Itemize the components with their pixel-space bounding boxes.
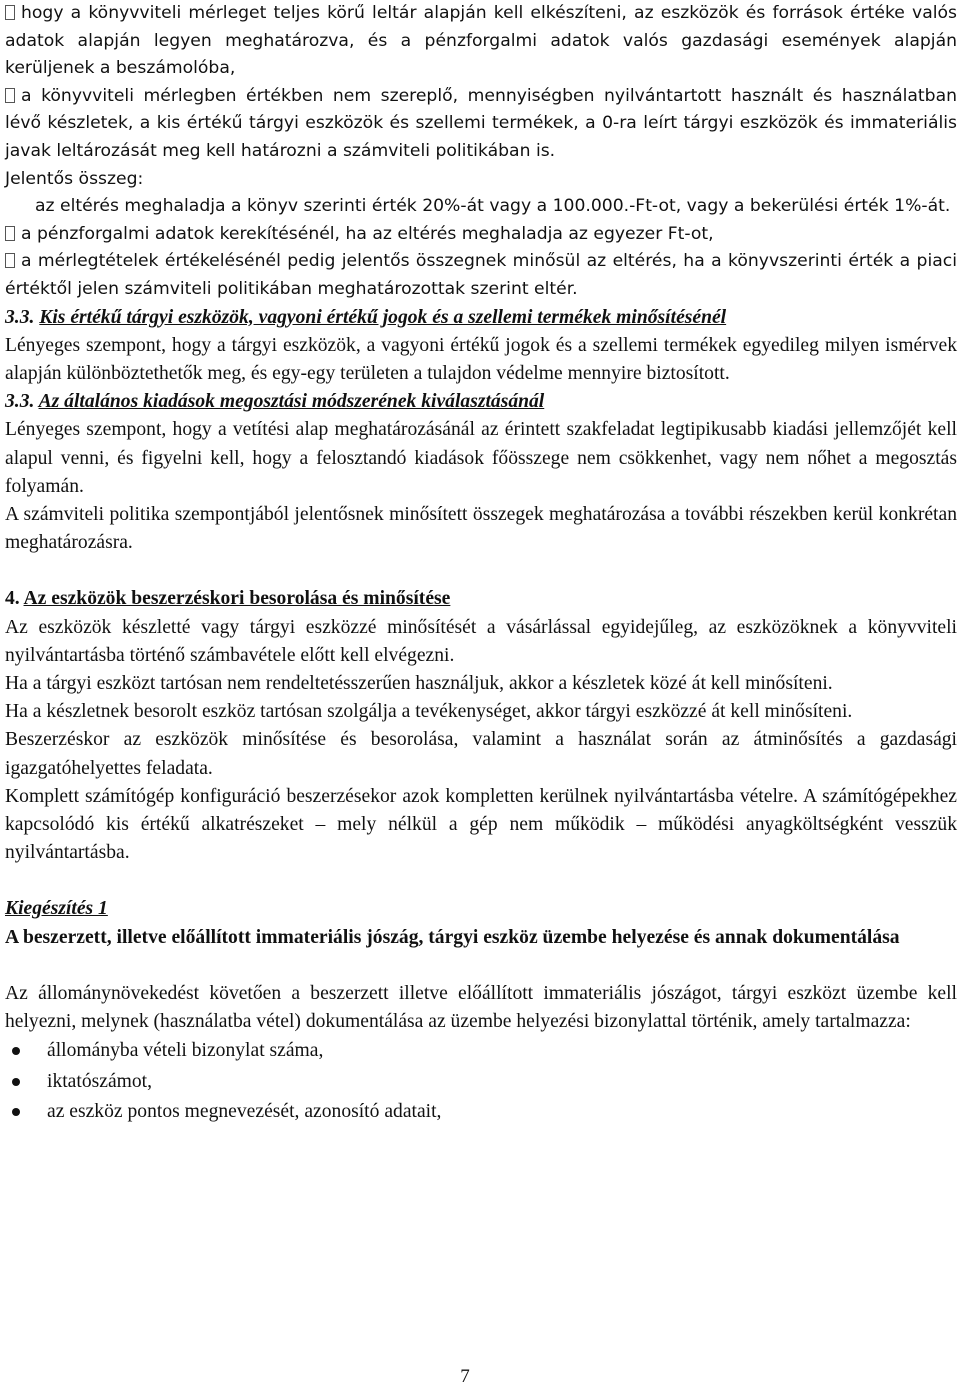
section-4 xyxy=(5,585,957,867)
bullet-icon xyxy=(12,1078,20,1086)
section-paragraph: Az eszközök készletté vagy tárgyi eszközzé minősítését a vásárlással egyidejűleg, az eszközöknek a könyvviteli nyilvántartásba történő számbavétele előtt kell elvégezni. xyxy=(5,616,957,666)
checkbox-glyph-icon xyxy=(5,88,15,103)
bullet-list xyxy=(5,1036,957,1128)
checkbox-glyph-icon xyxy=(5,226,15,241)
checkbox-glyph-icon xyxy=(5,253,15,268)
supplement-intro: Az állománynövekedést követően a beszerzett illetve előállított immateriális jószágot, tárgyi eszközt üzembe kell helyezni, melynek (használatba vétel) dokumentálása az üzembe helyezési bizonylattal történik, amely tartalmazza: xyxy=(5,982,957,1032)
section-paragraph: Ha a tárgyi eszközt tartósan nem rendeltetésszerűen használjuk, akkor a készletek közé át kell minősíteni. xyxy=(5,672,833,694)
section-paragraph: Beszerzéskor az eszközök minősítése és besorolása, valamint a használat során az átminősítés a gazdasági igazgatóhelyettes feladata. xyxy=(5,729,957,779)
list-item-b: a pénzforgalmi adatok kerekítésénél, ha az eltérés meghaladja az egyezer Ft-ot, xyxy=(5,221,957,249)
list-item: állományba vételi bizonylat száma, xyxy=(5,1036,957,1067)
section-paragraph: Lényeges szempont, hogy a vetítési alap meghatározásánál az érintett szakfeladat legtipikusabb kiadási jellemzőjét kell alapul venni, és figyelni kell, hogy a felosztandó kiadások főösszege nem csökkenhet, vagy nem nőhet a megosztás folyamán. xyxy=(5,419,957,497)
page-number: 7 xyxy=(460,1366,470,1387)
list-item: az eszköz pontos megnevezését, azonosító adatait, xyxy=(5,1097,957,1128)
list-item: iktatószámot, xyxy=(5,1067,957,1098)
checkbox-glyph-icon xyxy=(5,5,15,20)
section-kis-erteku xyxy=(5,304,957,389)
section-heading: 3.3. Az általános kiadások megosztási módszerének kiválasztásánál xyxy=(5,391,545,413)
supplement-section xyxy=(5,895,957,1127)
supplement-heading: A beszerzett, illetve előállított immateriális jószág, tárgyi eszköz üzembe helyezése és annak dokumentálása xyxy=(5,926,900,948)
chapter-heading: 4. Az eszközök beszerzéskori besorolása és minősítése xyxy=(5,588,451,610)
section-heading: 3.3. Kis értékű tárgyi eszközök, vagyoni értékű jogok és a szellemi termékek minősítésénél xyxy=(5,306,727,328)
list-item-a: a könyvviteli mérlegben értékben nem szereplő, mennyiségben nyilvántartott használt és használatban lévő készletek, a kis értékű tárgyi eszközök és szellemi termékek, a 0-ra leírt tárgyi eszközök és immateriális javak leltározását meg kell határozni a számviteli politikában is. xyxy=(5,85,957,161)
section-text: Lényeges szempont, hogy a tárgyi eszközök, a vagyoni értékű jogok és a szellemi termékek egyedileg milyen ismérvek alapján különböztethetők meg, és egy-egy területen a tulajdon védelme mennyire biztosított. xyxy=(5,334,957,384)
list-item-cont: hogy a könyvviteli mérleget teljes körű leltár alapján kell elkészíteni, az eszközök és források értéke valós adatok alapján legyen meghatározva, és a pénzforgalmi adatok valós gazdasági események alapján kerüljenek a beszámolóba, xyxy=(5,3,957,79)
top-block xyxy=(5,0,957,304)
section-paragraph: Ha a készletnek besorolt eszköz tartósan szolgálja a tevékenységet, akkor tárgyi eszközzé át kell minősíteni. xyxy=(5,701,853,723)
section-paragraph: A számviteli politika szempontjából jelentősnek minősített összegek meghatározása a további részekben kerül konkrétan meghatározásra. xyxy=(5,503,957,554)
bullet-icon xyxy=(12,1108,20,1116)
jelentos-label: Jelentős összeg: xyxy=(5,168,144,189)
section-altalanos-kiadasok xyxy=(5,388,957,557)
list-item-c: a mérlegtételek értékelésénél pedig jelentős összegnek minősül az eltérés, ha a könyvszerinti érték a piaci értéktől jelen számviteli politikában meghatározottak szerint eltér. xyxy=(5,251,957,299)
section-paragraph: Komplett számítógép konfiguráció beszerzésekor azok kompletten kerülnek nyilvántartásba vételre. A számítógépekhez kapcsolódó kis értékű alkatrészeket – mely nélkül a gép nem működik – működési anyagköltségként vesszük nyilvántartásba. xyxy=(5,785,957,864)
jelentos-text: az eltérés meghaladja a könyv szerinti érték 20%-át vagy a 100.000.-Ft-ot, vagy a bekerülési érték 1%-át. xyxy=(35,196,951,217)
document-page xyxy=(5,0,957,1128)
bullet-icon xyxy=(12,1047,20,1055)
supplement-label: Kiegészítés 1 xyxy=(5,898,108,920)
